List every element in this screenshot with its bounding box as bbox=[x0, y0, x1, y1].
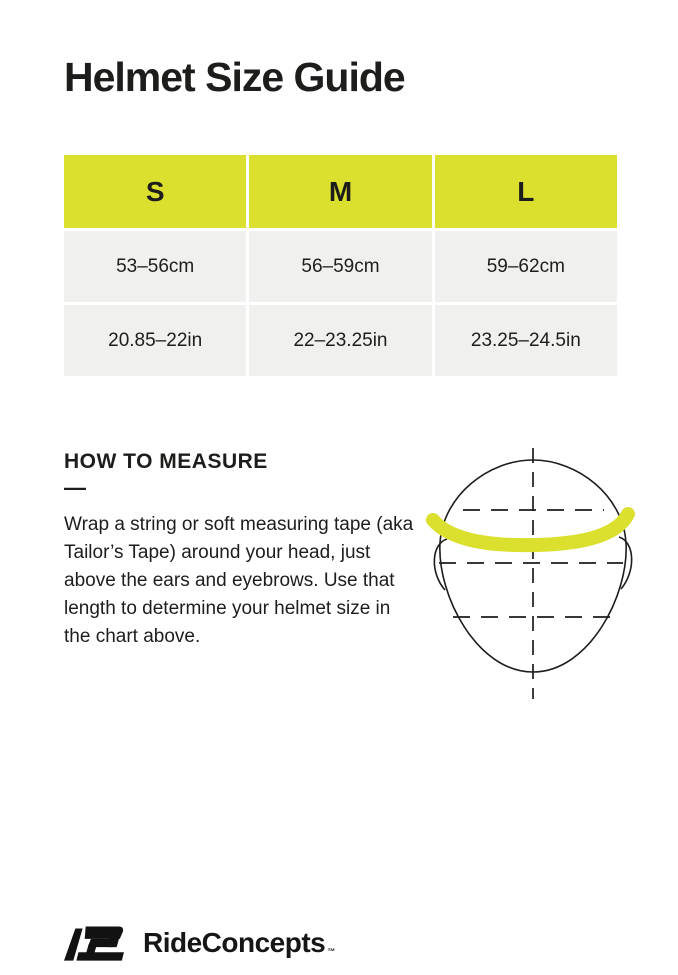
trademark-symbol: ™ bbox=[327, 947, 336, 956]
measuring-tape-band bbox=[433, 514, 628, 545]
size-table-cell-cm-s: 53–56cm bbox=[64, 231, 246, 302]
footer-brand bbox=[64, 924, 335, 962]
size-table-cell-cm-l: 59–62cm bbox=[435, 231, 617, 302]
how-to-measure-text: Wrap a string or soft measuring tape (aka Tailor’s Tape) around your head, just above the ears and eyebrows. Use that length to determine your helmet size in the chart above. bbox=[64, 514, 414, 647]
size-table-cell-cm-m: 56–59cm bbox=[249, 231, 431, 302]
how-to-measure-heading: HOW TO MEASURE bbox=[64, 450, 268, 473]
page-title: Helmet Size Guide bbox=[64, 54, 405, 100]
size-table bbox=[64, 155, 617, 376]
size-table-header-s: S bbox=[64, 155, 246, 228]
head-measurement-diagram bbox=[423, 443, 643, 703]
size-table-cell-in-m: 22–23.25in bbox=[249, 305, 431, 376]
head-measurement-illustration bbox=[423, 443, 643, 703]
size-table-cell-in-s: 20.85–22in bbox=[64, 305, 246, 376]
size-table-header-l: L bbox=[435, 155, 617, 228]
brand-name: RideConcepts bbox=[143, 927, 326, 958]
rideconcepts-logo-icon bbox=[64, 924, 126, 962]
size-table-cell-in-l: 23.25–24.5in bbox=[435, 305, 617, 376]
size-table-header-m: M bbox=[249, 155, 431, 228]
heading-dash: — bbox=[64, 475, 86, 500]
how-to-measure-section bbox=[64, 450, 416, 651]
